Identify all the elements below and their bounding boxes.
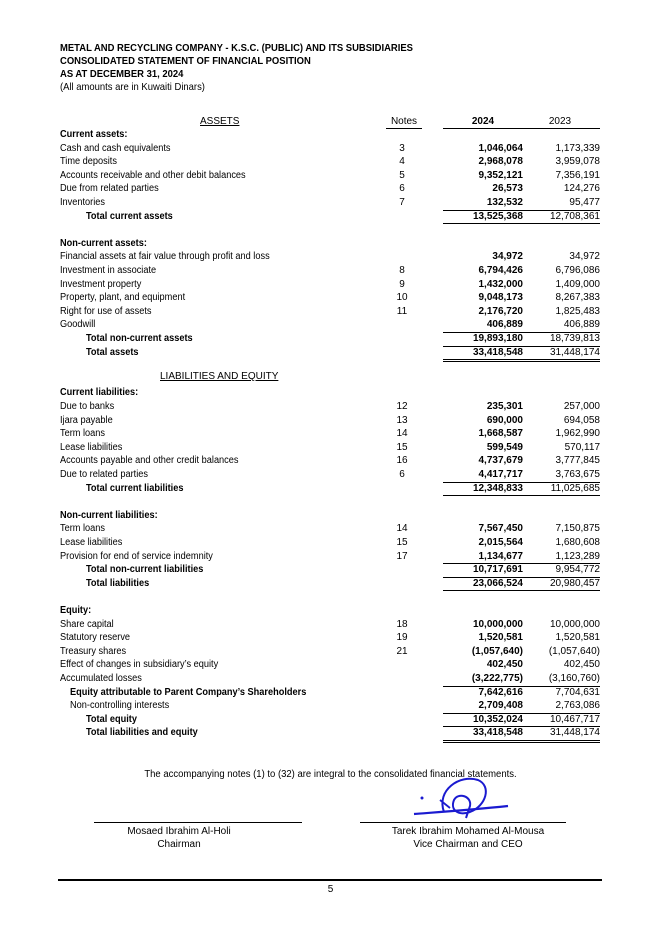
column-headers [60, 115, 600, 128]
statement-row [60, 128, 600, 142]
statement-row [60, 142, 600, 156]
statement-row [60, 400, 600, 414]
value-2023: 18,739,813 [520, 332, 600, 347]
value-2023: 10,000,000 [549, 618, 600, 630]
row-label: Treasury shares [60, 645, 127, 657]
value-2024: 1,432,000 [478, 278, 523, 290]
currency-note: (All amounts are in Kuwaiti Dinars) [60, 81, 205, 93]
row-label: Financial assets at fair value through profit and loss [60, 251, 270, 263]
ceo-signature [375, 825, 561, 851]
value-2024: 2,176,720 [478, 305, 523, 317]
row-label: Non-controlling interests [70, 700, 170, 712]
assets-heading: ASSETS [200, 116, 240, 127]
row-note: 4 [399, 156, 405, 168]
row-label: Current liabilities: [60, 387, 139, 399]
value-2023: 31,448,174 [520, 726, 600, 743]
row-note: 21 [396, 645, 408, 657]
chairman-title: Chairman [157, 839, 201, 850]
statement-row [60, 332, 600, 346]
row-label: Lease liabilities [60, 441, 123, 453]
statement-row [60, 441, 600, 455]
row-note: 17 [396, 550, 408, 562]
row-label: Goodwill [60, 319, 96, 331]
row-label: Right for use of assets [60, 305, 152, 317]
statement-row [60, 482, 600, 496]
row-label: Term loans [60, 428, 105, 440]
page-number: 5 [327, 884, 334, 895]
year-2024-heading: 2024 [443, 115, 523, 129]
value-2024: (1,057,640) [471, 645, 523, 657]
statement-row [60, 468, 600, 482]
statement-row [60, 699, 600, 713]
value-2023: 7,704,631 [555, 686, 600, 698]
row-label: Total current liabilities [86, 482, 184, 494]
value-2024: 4,417,717 [443, 468, 523, 483]
row-label: Due from related parties [60, 183, 159, 195]
row-label: Total equity [86, 713, 137, 725]
value-2023: 402,450 [563, 659, 600, 671]
value-2023: 9,954,772 [520, 563, 600, 578]
value-2024: 9,048,173 [478, 292, 523, 304]
signature-line-ceo [360, 822, 566, 823]
row-label: Property, plant, and equipment [60, 292, 186, 304]
row-note: 12 [396, 401, 408, 412]
value-2024: 23,066,524 [443, 577, 523, 592]
statement-row [60, 346, 600, 360]
value-2023: 257,000 [563, 401, 600, 412]
row-note: 8 [399, 265, 405, 276]
value-2024: 235,301 [486, 401, 523, 412]
row-note: 6 [399, 469, 405, 480]
value-2023: 20,980,457 [520, 577, 600, 592]
row-note: 13 [396, 414, 408, 426]
statement-row [60, 386, 600, 400]
statement-row [60, 713, 600, 727]
statement-row [60, 182, 600, 196]
row-label: Current assets: [60, 129, 128, 140]
value-2024: 12,348,833 [443, 482, 523, 497]
row-label: Ijara payable [60, 414, 113, 426]
row-label: Accounts receivable and other debit balances [60, 169, 246, 181]
value-2023: 8,267,383 [555, 292, 600, 304]
value-2023: 10,467,717 [520, 713, 600, 728]
row-label: Total liabilities [86, 577, 150, 589]
row-label: Inventories [60, 197, 106, 208]
statement-row [60, 454, 600, 468]
row-note: 18 [396, 618, 408, 630]
value-2024: (3,222,775) [443, 672, 523, 687]
statement-row [60, 672, 600, 686]
row-label: Statutory reserve [60, 632, 131, 644]
chairman-signature [94, 825, 264, 851]
value-2023: 1,123,289 [520, 550, 600, 565]
row-label: Total liabilities and equity [86, 727, 198, 739]
value-2024: 1,668,587 [478, 428, 523, 440]
row-note: 9 [399, 278, 405, 290]
row-note: 16 [396, 455, 408, 467]
notes-notice: The accompanying notes (1) to (32) are integral to the consolidated financial statements. [144, 769, 517, 780]
value-2024: 2,015,564 [478, 537, 523, 548]
value-2024: 10,717,691 [443, 563, 523, 578]
statement-row [60, 278, 600, 292]
statement-row [60, 550, 600, 564]
statement-row [60, 645, 600, 659]
row-label: Total current assets [86, 210, 173, 222]
row-note: 5 [399, 169, 405, 181]
value-2023: 11,025,685 [520, 482, 600, 497]
value-2024: 1,520,581 [478, 632, 523, 644]
value-2023: 124,276 [563, 183, 600, 195]
row-label: Effect of changes in subsidiary’s equity [60, 659, 219, 671]
value-2024: 1,134,677 [443, 550, 523, 565]
row-label: Lease liabilities [60, 537, 123, 548]
statement-row [60, 618, 600, 632]
statement-row [60, 509, 600, 523]
value-2023: 1,962,990 [555, 428, 600, 440]
row-label: Total assets [86, 346, 139, 358]
statement-row [60, 155, 600, 169]
statement-row [60, 726, 600, 740]
value-2024: 33,418,548 [443, 726, 523, 743]
row-note: 11 [396, 305, 408, 317]
statement-row [60, 210, 600, 224]
statement-row [60, 196, 600, 210]
notes-heading: Notes [386, 115, 422, 129]
row-label: Investment in associate [60, 265, 157, 276]
value-2024: 6,794,426 [478, 265, 523, 276]
statement-row [60, 631, 600, 645]
statement-row [60, 686, 600, 700]
statement-row [60, 522, 600, 536]
value-2024: 33,418,548 [443, 346, 523, 363]
value-2023: 1,680,608 [555, 537, 600, 548]
row-label: Total non-current assets [86, 333, 193, 344]
value-2023: 1,173,339 [555, 142, 600, 154]
row-note: 3 [399, 142, 405, 154]
value-2023: 1,825,483 [555, 305, 600, 317]
row-label: Non-current assets: [60, 237, 147, 249]
value-2023: 694,058 [563, 414, 600, 426]
value-2023: 7,356,191 [555, 169, 600, 181]
row-note: 14 [396, 428, 408, 440]
value-2023: 570,117 [564, 441, 600, 453]
statement-row [60, 250, 600, 264]
row-label: Due to banks [60, 401, 115, 412]
statement-row [60, 414, 600, 428]
row-note: 15 [396, 537, 408, 548]
row-label: Time deposits [60, 156, 117, 168]
row-label: Cash and cash equivalents [60, 142, 171, 154]
value-2023: (1,057,640) [548, 645, 600, 657]
statement-row [60, 318, 600, 332]
value-2024: 402,450 [486, 659, 523, 671]
value-2024: 7,567,450 [478, 523, 523, 535]
value-2024: 599,549 [486, 441, 523, 453]
chairman-name: Mosaed Ibrahim Al-Holi [127, 826, 231, 837]
row-label: Total non-current liabilities [86, 564, 204, 576]
row-note: 7 [399, 197, 405, 208]
value-2023: 1,520,581 [555, 632, 600, 644]
row-label: Accounts payable and other credit balances [60, 455, 239, 467]
row-label: Term loans [60, 523, 105, 535]
value-2024: 132,532 [443, 196, 523, 211]
value-2023: 2,763,086 [520, 699, 600, 714]
value-2024: 19,893,180 [443, 332, 523, 347]
value-2024: 406,889 [443, 318, 523, 333]
value-2024: 4,737,679 [478, 455, 523, 467]
row-note: 10 [396, 292, 408, 304]
row-label: Non-current liabilities: [60, 509, 158, 521]
row-label: Provision for end of service indemnity [60, 550, 213, 562]
row-note: 15 [396, 441, 408, 453]
signature-mark [400, 770, 520, 830]
statement-row [60, 291, 600, 305]
liabilities-equity-heading: LIABILITIES AND EQUITY [160, 370, 279, 382]
row-label: Equity: [60, 605, 92, 616]
value-2024: 2,968,078 [478, 156, 523, 168]
value-2023: 34,972 [569, 251, 600, 263]
value-2024: 7,642,616 [478, 686, 523, 698]
statement-date: AS AT DECEMBER 31, 2024 [60, 68, 184, 80]
value-2023: 3,777,845 [555, 455, 600, 467]
value-2024: 690,000 [486, 414, 523, 426]
statement-row [60, 604, 600, 618]
value-2023: (3,160,760) [520, 672, 600, 687]
value-2024: 9,352,121 [478, 169, 523, 181]
value-2024: 2,709,408 [443, 699, 523, 714]
row-label: Due to related parties [60, 469, 148, 480]
signature-line-chairman [94, 822, 302, 823]
statement-row [60, 536, 600, 550]
statement-row [60, 237, 600, 251]
statement-row [60, 658, 600, 672]
statement-row [60, 563, 600, 577]
value-2023: 12,708,361 [520, 210, 600, 225]
row-note: 6 [399, 183, 405, 195]
statement-row [60, 577, 600, 591]
row-note: 14 [396, 523, 408, 535]
company-name: METAL AND RECYCLING COMPANY - K.S.C. (PUBLIC) AND ITS SUBSIDIARIES [60, 42, 413, 54]
value-2023: 3,959,078 [555, 156, 600, 168]
value-2023: 6,796,086 [555, 265, 600, 276]
value-2024: 34,972 [492, 251, 523, 263]
footer-rule [58, 879, 602, 881]
value-2023: 31,448,174 [520, 346, 600, 363]
value-2024: 10,352,024 [443, 713, 523, 728]
year-2023-heading: 2023 [520, 115, 600, 129]
statement-row [60, 305, 600, 319]
statement-row [60, 427, 600, 441]
statement-row [60, 264, 600, 278]
statement-row [60, 169, 600, 183]
ceo-title: Vice Chairman and CEO [413, 839, 523, 850]
value-2024: 13,525,368 [443, 210, 523, 225]
row-label: Equity attributable to Parent Company’s Shareholders [70, 686, 307, 698]
value-2024: 1,046,064 [478, 142, 523, 154]
value-2023: 95,477 [520, 196, 600, 211]
value-2024: 26,573 [492, 183, 523, 195]
row-label: Accumulated losses [60, 673, 142, 684]
value-2023: 3,763,675 [520, 468, 600, 483]
row-label: Share capital [60, 618, 114, 630]
ceo-name: Tarek Ibrahim Mohamed Al-Mousa [391, 826, 545, 837]
row-note: 19 [396, 632, 408, 644]
value-2023: 406,889 [520, 318, 600, 333]
value-2024: 10,000,000 [472, 618, 523, 630]
statement-title: CONSOLIDATED STATEMENT OF FINANCIAL POSITION [60, 55, 311, 67]
value-2023: 7,150,875 [555, 523, 600, 535]
value-2023: 1,409,000 [555, 278, 600, 290]
row-label: Investment property [60, 278, 142, 290]
